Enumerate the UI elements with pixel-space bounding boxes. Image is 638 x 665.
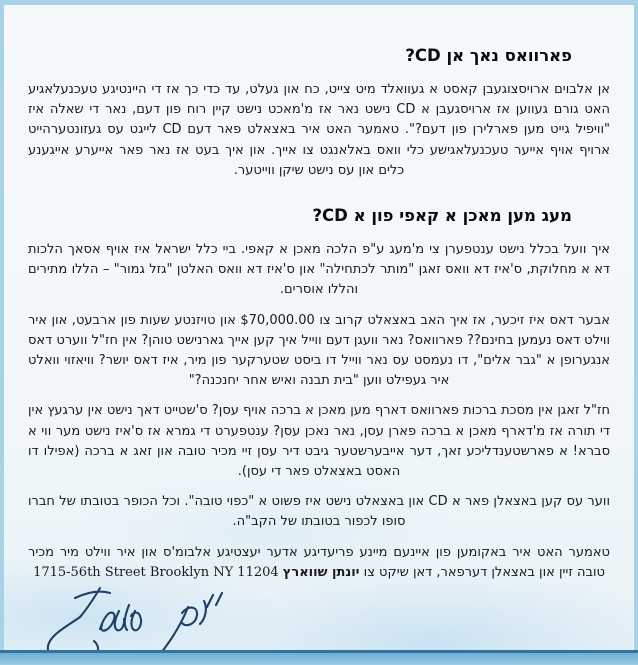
- letter-page: [4, 5, 634, 650]
- paragraph-kfui-tova: ווער עס קען באצאלן פאר א CD און באצאלט נישט איז פשוט א "כפוי טובה". וכל הכופר בטובתו של חברו סופו לכפור בטובתו של הקב"ה.: [28, 494, 610, 530]
- paragraph-cost-and-fairness: אבער דאס איז זיכער, אז איך האב באצאלט קרוב צו $70,000.00 און טויזנטע שעות פון ארבעט, און איר ווילט דאס נעמען בחינם?? פארוואס? נאר וועגן דעם ווייל איך קען אייך גארנישט טוהן? אין חז"ל ווערט דאס אנגערופן א "גבר אלים", דו נעמסט עס נאר ווייל דו ביסט שטערקער פון מיר, איז דאס יושר? וויאזוי וואלט איר געפילט ווען "בית תבנה ואיש אחר יחנכנה?": [28, 312, 610, 389]
- section-heading-why-a-cd: פארוואס נאך אן CD?: [405, 46, 572, 65]
- letter-body: [28, 45, 610, 583]
- paragraph-brocha-gratitude: חז"ל זאגן אין מסכת ברכות פארוואס דארף מען מאכן א ברכה אויף עסן? ס'שטייט דאך נישט אין ערגעץ אין די תורה אז מ'דארף מאכן א ברכה פארן עסן, נאר נאכן עסן? ענטפערט די גמרא אז ס'איז נישט מער ווי א סברא! א פארשטענדליכע זאך, דער אייבערשטער גיבט דיר עסן זיי מכיר טובה און זאג א ברכה (אפילו דו האסט באצאלט פאר די עסן).: [28, 403, 610, 480]
- mailing-address: 1715-56th Street Brooklyn NY 11204: [33, 564, 279, 580]
- closing-paragraph: [28, 543, 610, 583]
- section-heading-may-one-copy-cd: מעג מען מאכן א קאפי פון א CD?: [312, 206, 572, 226]
- signature-stroke-cross: [75, 588, 110, 617]
- recipient-name: יונתן שווארץ: [282, 564, 360, 580]
- paragraph-releasing-album: אן אלבוים ארויסצוגעבן קאסט א געוואלד מיט צייט, כח און געלט, עד כדי כך אז די היינטיגע טעכנעלאגיע האט גורם געווען אז ארויסגעבן א CD נישט נאר אז מ'מאכט נישט קיין רוח פון דעם, נאר די שאלה איז "וויפיל גייט מען פארלירן פון דעם?". טאמער האט איר באצאלט פאר דעם CD לייגט עס געזונטערהייט ארויף אויף אייער טעכנעלאגישע כלי וואס באלאנגט צו אייך. און איך בעט אז נאר פאר אייערע אייגענע כלים און עס נישט שיקן ווייטער.: [28, 82, 610, 178]
- footer-band: [0, 653, 638, 665]
- signature-stroke-middle: [100, 605, 141, 631]
- paragraph-halacha-dispute: איך וועל בכלל נישט ענטפערן צי מ'מעג ע"פ הלכה מאכן א קאפי. ביי כלל ישראל איז אויף אסאך הלכות דא א מחלוקת, ס'איז דא וואס זאגן "מותר לכתחילה" און ס'איז דא וואס האלטן "גזל גמור" – הללו מתירים והללו אוסרים.: [28, 242, 610, 298]
- closing-text: טאמער האט איר באקומען פון איינעם מיינע פריעדיגע אדער יעצטיגע אלבומ'ס און איר ווילט מיר מכיר טובה זיין און באצאלן דערפאר, דאן שיקט צו: [28, 544, 610, 580]
